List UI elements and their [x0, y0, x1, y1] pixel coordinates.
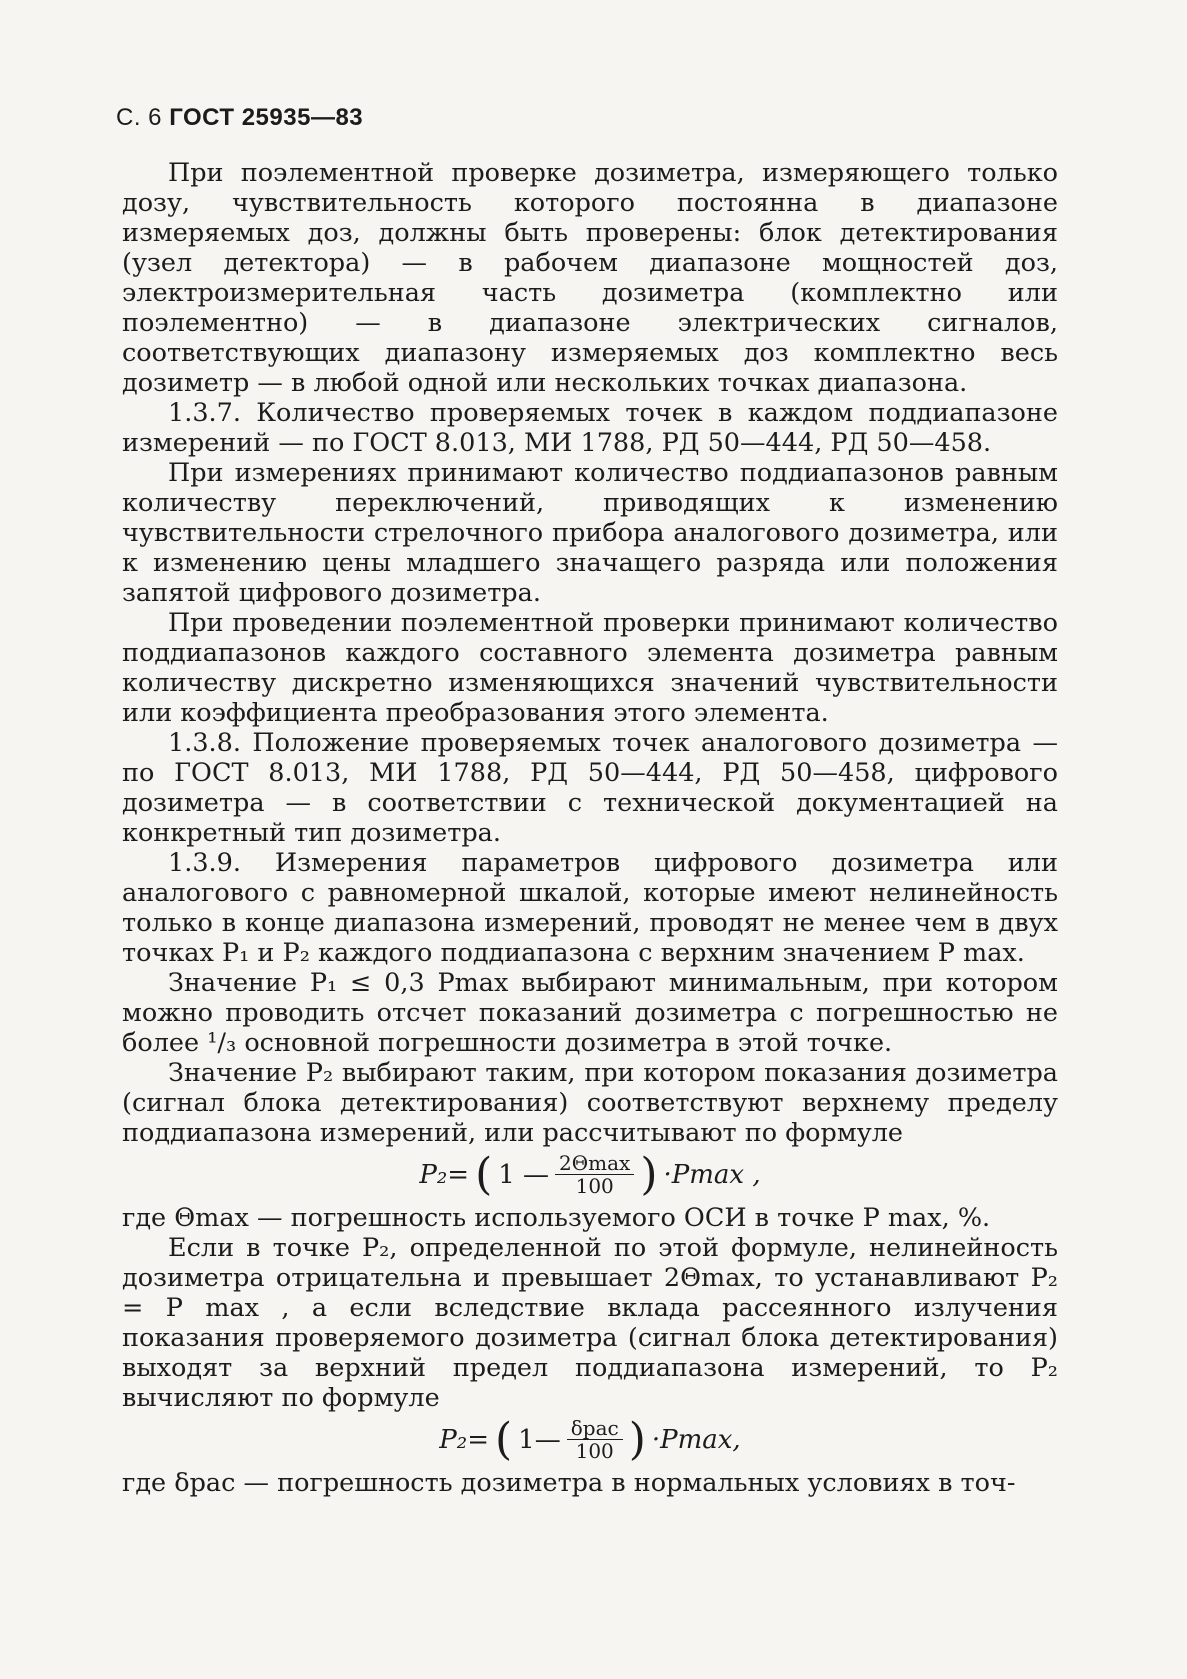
formula-explanation: где Θmax — погрешность используемого ОСИ в точке P max, %. [122, 1203, 991, 1233]
paragraph: 1.3.8. Положение проверяемых точек аналогового дозиметра — по ГОСТ 8.013, МИ 1788, РД 50—444, РД 50—458, цифрового дозиметра — в соответствии с технической документацией на конкретный тип дозиметра. [122, 728, 1058, 848]
body-text [122, 158, 1058, 1498]
paragraph: Если в точке P₂, определенной по этой формуле, нелинейность дозиметра отрицательна и превышает 2Θmax, то устанавливают P₂ = P max , а если вследствие вклада рассеянного излучения показания проверяемого дозиметра (сигнал блока детектирования) выходят за верхний предел поддиапазона измерений, то P₂ вычисляют по формуле [122, 1233, 1058, 1413]
formula-numerator: 2Θmax [555, 1152, 634, 1175]
formula-right-paren: ) [640, 1148, 658, 1200]
paragraph: 1.3.9. Измерения параметров цифрового дозиметра или аналогового с равномерной шкалой, которые имеют нелинейность только в конце диапазона измерений, проводят не менее чем в двух точках P₁ и P₂ каждого поддиапазона с верхним значением P max. [122, 848, 1058, 968]
formula-p2-basic [122, 1148, 1058, 1200]
formula-one-minus: 1 — [498, 1159, 550, 1190]
formula-fraction [555, 1152, 634, 1197]
formula-p2-scattered [122, 1413, 1058, 1465]
formula-one-minus: 1— [518, 1424, 561, 1455]
paragraph: 1.3.7. Количество проверяемых точек в каждом поддиапазоне измерений — по ГОСТ 8.013, МИ 1788, РД 50—444, РД 50—458. [122, 398, 1058, 458]
formula-denominator: 100 [575, 1174, 614, 1198]
page-header [116, 104, 363, 132]
formula-rhs: ·Pmax, [651, 1424, 741, 1455]
formula-lhs: P₂= [439, 1424, 489, 1455]
formula-left-paren: ( [495, 1413, 513, 1465]
paragraph: Значение P₂ выбирают таким, при котором показания дозиметра (сигнал блока детектирования) соответствуют верхнему пределу поддиапазона измерений, или рассчитывают по формуле [122, 1058, 1058, 1148]
formula-explanation: где δрас — погрешность дозиметра в нормальных условиях в точ- [122, 1468, 1016, 1498]
page-number: С. 6 [116, 104, 163, 131]
formula-right-paren: ) [628, 1413, 646, 1465]
formula-lhs: P₂= [419, 1159, 470, 1190]
formula-rhs: ·Pmax , [663, 1159, 761, 1190]
formula-denominator: 100 [575, 1439, 614, 1463]
formula-left-paren: ( [475, 1148, 493, 1200]
standard-title: ГОСТ 25935—83 [169, 104, 364, 131]
paragraph: При поэлементной проверке дозиметра, измеряющего только дозу, чувствительность которого постоянна в диапазоне измеряемых доз, должны быть проверены: блок детектирования (узел детектора) — в рабочем диапазоне мощностей доз, электроизмерительная часть дозиметра (комплектно или поэлементно) — в диапазоне электрических сигналов, соответствующих диапазону измеряемых доз комплектно весь дозиметр — в любой одной или нескольких точках диапазона. [122, 158, 1058, 398]
formula-fraction [567, 1417, 623, 1462]
formula-numerator: δрас [567, 1417, 623, 1440]
paragraph: Значение P₁ ≤ 0,3 Pmax выбирают минимальным, при котором можно проводить отсчет показаний дозиметра с погрешностью не более ¹/₃ основной погрешности дозиметра в этой точке. [122, 968, 1058, 1058]
paragraph: При проведении поэлементной проверки принимают количество поддиапазонов каждого составного элемента дозиметра равным количеству дискретно изменяющихся значений чувствительности или коэффициента преобразования этого элемента. [122, 608, 1058, 728]
paragraph: При измерениях принимают количество поддиапазонов равным количеству переключений, приводящих к изменению чувствительности стрелочного прибора аналогового дозиметра, или к изменению цены младшего значащего разряда или положения запятой цифрового дозиметра. [122, 458, 1058, 608]
